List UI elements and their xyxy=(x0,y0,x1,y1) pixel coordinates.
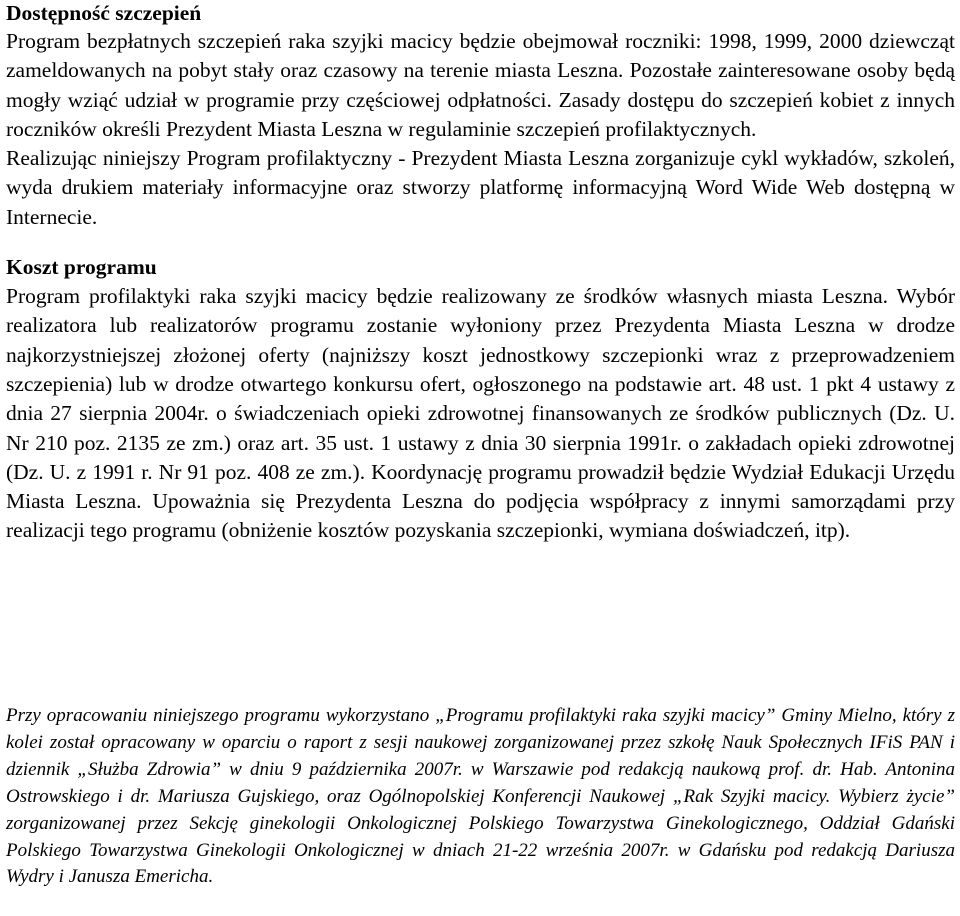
source-note-block xyxy=(6,703,955,891)
section-spacer xyxy=(6,232,955,253)
section-heading-cost: Koszt programu xyxy=(6,255,157,280)
access-paragraph-1: Program bezpłatnych szczepień raka szyjki macicy będzie obejmował roczniki: 1998, 1999, 2000 dziewcząt zameldowanych na pobyt stały oraz czasowy na terenie miasta Leszna. Pozostałe zainteresowane osoby będą mogły wziąć udział w programie przy częściowej odpłatności. Zasady dostępu do szczepień kobiet z innych roczników określi Prezydent Miasta Leszna w regulaminie szczepień profilaktycznych. xyxy=(6,29,955,141)
section-heading-access: Dostępność szczepień xyxy=(6,1,202,25)
source-note: Przy opracowaniu niniejszego programu wykorzystano „Programu profilaktyki raka szyjki macicy” Gminy Mielno, który z kolei został opracowany w oparciu o raport z sesji naukowej zorganizowanej przez szkołę Nauk Społecznych IFiS PAN i dziennik „Służba Zdrowia” w dniu 9 października 2007r. w Warszawie pod redakcją naukową prof. dr. Hab. Antonina Ostrowskiego i dr. Mariusza Gujskiego, oraz Ogólnopolskiej Konferencji Naukowej „Rak Szyjki macicy. Wybierz życie” zorganizowanej przez Sekcję ginekologii Onkologicznej Polskiego Towarzystwa Ginekologicznego, Oddział Gdański Polskiego Towarzystwa Ginekologii Onkologicznej w dniach 21-22 września 2007r. w Gdańsku pod redakcją Dariusza Wydry i Janusza Emericha. xyxy=(6,705,955,888)
access-paragraph-2: Realizując niniejszy Program profilaktyczny - Prezydent Miasta Leszna zorganizuje cykl wykładów, szkoleń, wyda drukiem materiały informacyjne oraz stworzy platformę informacyjną Word Wide Web dostępną w Internecie. xyxy=(6,146,955,229)
cost-paragraph: Program profilaktyki raka szyjki macicy będzie realizowany ze środków własnych miasta Leszna. Wybór realizatora lub realizatorów programu zostanie wyłoniony przez Prezydenta Miasta Leszna w drodze najkorzystniejszej złożonej oferty (najniższy koszt jednostkowy szczepionki wraz z przeprowadzeniem szczepienia) lub w drodze otwartego konkursu ofert, ogłoszonego na podstawie art. 48 ust. 1 pkt 4 ustawy z dnia 27 sierpnia 2004r. o świadczeniach opieki zdrowotnej finansowanych ze środków publicznych (Dz. U. Nr 210 poz. 2135 ze zm.) oraz art. 35 ust. 1 ustawy z dnia 30 sierpnia 1991r. o zakładach opieki zdrowotnej (Dz. U. z 1991 r. Nr 91 poz. 408 ze zm.). Koordynację programu prowadził będzie Wydział Edukacji Urzędu Miasta Leszna. Upoważnia się Prezydenta Leszna do podjęcia współpracy z innymi samorządami przy realizacji tego programu (obniżenie kosztów pozyskania szczepionki, wymiana doświadczeń, itp). xyxy=(6,284,955,543)
